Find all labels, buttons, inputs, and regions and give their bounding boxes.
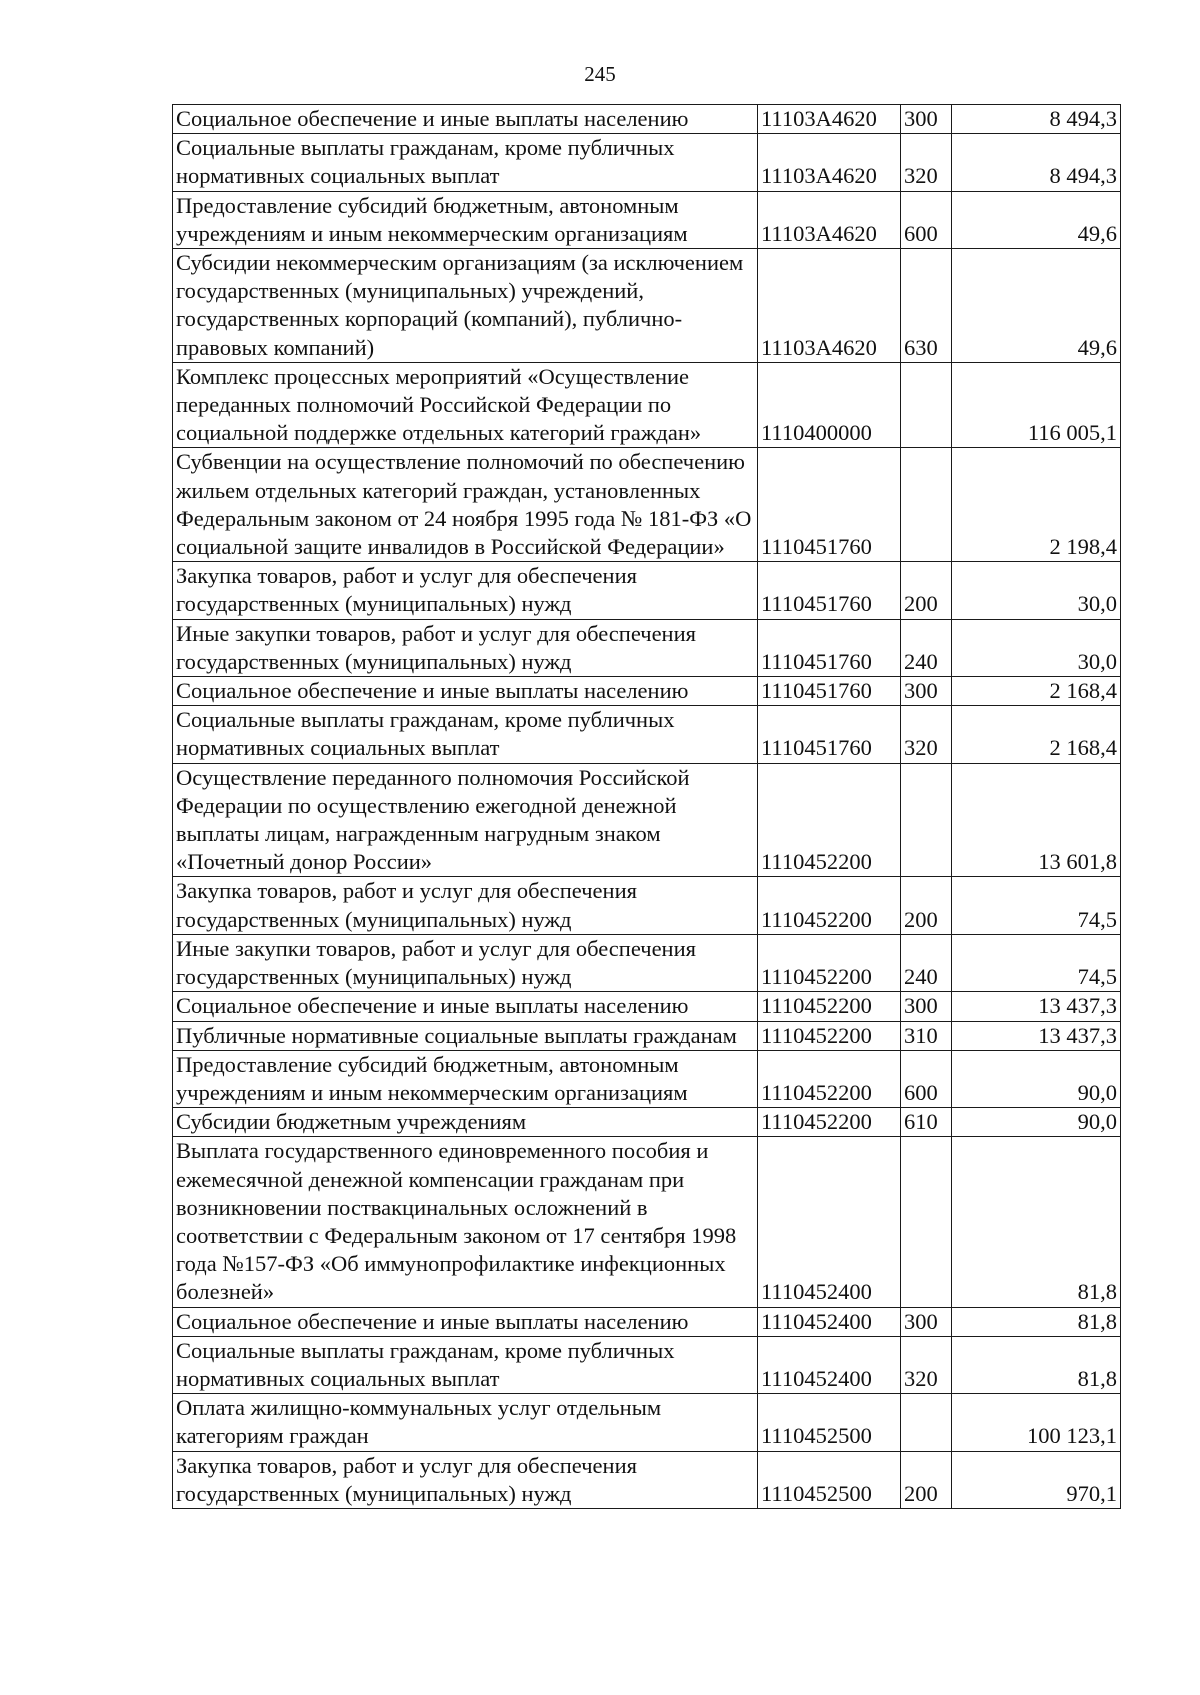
row-name-cell: Закупка товаров, работ и услуг для обеспечения государственных (муниципальных) нужд <box>173 877 758 934</box>
row-code-cell: 1110452200 <box>758 1021 901 1050</box>
row-amount-cell: 970,1 <box>952 1451 1121 1508</box>
row-amount-cell: 13 437,3 <box>952 992 1121 1021</box>
row-name-cell: Субсидии некоммерческим организациям (за исключением государственных (муниципальных) учреждений, государственных корпораций (компаний), публично-правовых компаний) <box>173 249 758 363</box>
row-code-cell: 1110451760 <box>758 619 901 676</box>
row-amount-cell: 116 005,1 <box>952 362 1121 448</box>
row-expense-type-cell: 630 <box>901 249 952 363</box>
table-row <box>173 1137 1121 1307</box>
row-name-cell: Социальные выплаты гражданам, кроме публичных нормативных социальных выплат <box>173 1336 758 1393</box>
row-amount-cell: 81,8 <box>952 1307 1121 1336</box>
table-row <box>173 1021 1121 1050</box>
row-expense-type-cell: 320 <box>901 1336 952 1393</box>
row-code-cell: 1110451760 <box>758 562 901 619</box>
row-expense-type-cell <box>901 1137 952 1307</box>
row-code-cell: 1110452200 <box>758 1108 901 1137</box>
row-amount-cell: 30,0 <box>952 562 1121 619</box>
row-expense-type-cell: 320 <box>901 134 952 191</box>
row-amount-cell: 13 601,8 <box>952 763 1121 877</box>
row-expense-type-cell: 200 <box>901 562 952 619</box>
row-code-cell: 1110452200 <box>758 992 901 1021</box>
row-amount-cell: 81,8 <box>952 1336 1121 1393</box>
row-name-cell: Закупка товаров, работ и услуг для обеспечения государственных (муниципальных) нужд <box>173 562 758 619</box>
row-name-cell: Социальное обеспечение и иные выплаты населению <box>173 677 758 706</box>
row-name-cell: Предоставление субсидий бюджетным, автономным учреждениям и иным некоммерческим организациям <box>173 1050 758 1107</box>
table-row <box>173 562 1121 619</box>
row-name-cell: Публичные нормативные социальные выплаты гражданам <box>173 1021 758 1050</box>
row-expense-type-cell: 300 <box>901 677 952 706</box>
row-expense-type-cell: 300 <box>901 992 952 1021</box>
table-row <box>173 1451 1121 1508</box>
row-code-cell: 1110452400 <box>758 1336 901 1393</box>
row-code-cell: 1110452200 <box>758 934 901 991</box>
table-row <box>173 934 1121 991</box>
row-name-cell: Субсидии бюджетным учреждениям <box>173 1108 758 1137</box>
row-expense-type-cell: 310 <box>901 1021 952 1050</box>
row-amount-cell: 90,0 <box>952 1108 1121 1137</box>
row-code-cell: 1110452200 <box>758 1050 901 1107</box>
row-amount-cell: 100 123,1 <box>952 1394 1121 1451</box>
table-row <box>173 1307 1121 1336</box>
row-amount-cell: 49,6 <box>952 191 1121 248</box>
budget-table-body <box>173 105 1121 1509</box>
budget-table <box>172 104 1121 1509</box>
row-name-cell: Закупка товаров, работ и услуг для обеспечения государственных (муниципальных) нужд <box>173 1451 758 1508</box>
row-code-cell: 11103А4620 <box>758 105 901 134</box>
row-amount-cell: 30,0 <box>952 619 1121 676</box>
row-name-cell: Иные закупки товаров, работ и услуг для обеспечения государственных (муниципальных) нужд <box>173 934 758 991</box>
table-row <box>173 134 1121 191</box>
row-code-cell: 1110452500 <box>758 1394 901 1451</box>
row-expense-type-cell <box>901 448 952 562</box>
table-row <box>173 706 1121 763</box>
table-row <box>173 249 1121 363</box>
row-name-cell: Выплата государственного единовременного пособия и ежемесячной денежной компенсации гражданам при возникновении поствакцинальных осложнений в соответствии с Федеральным законом от 17 сентября 1998 года №157-ФЗ «Об иммунопрофилактике инфекционных болезней» <box>173 1137 758 1307</box>
row-code-cell: 1110452500 <box>758 1451 901 1508</box>
row-expense-type-cell <box>901 763 952 877</box>
row-expense-type-cell: 600 <box>901 1050 952 1107</box>
table-row <box>173 191 1121 248</box>
row-amount-cell: 49,6 <box>952 249 1121 363</box>
table-row <box>173 619 1121 676</box>
table-row <box>173 448 1121 562</box>
row-amount-cell: 13 437,3 <box>952 1021 1121 1050</box>
row-code-cell: 11103А4620 <box>758 191 901 248</box>
row-amount-cell: 2 168,4 <box>952 677 1121 706</box>
row-name-cell: Комплекс процессных мероприятий «Осуществление переданных полномочий Российской Федерации по социальной поддержке отдельных категорий граждан» <box>173 362 758 448</box>
table-row <box>173 1108 1121 1137</box>
row-name-cell: Социальные выплаты гражданам, кроме публичных нормативных социальных выплат <box>173 134 758 191</box>
row-name-cell: Социальное обеспечение и иные выплаты населению <box>173 105 758 134</box>
table-row <box>173 992 1121 1021</box>
row-name-cell: Социальное обеспечение и иные выплаты населению <box>173 992 758 1021</box>
row-amount-cell: 81,8 <box>952 1137 1121 1307</box>
row-amount-cell: 74,5 <box>952 877 1121 934</box>
row-expense-type-cell <box>901 1394 952 1451</box>
row-code-cell: 1110400000 <box>758 362 901 448</box>
row-code-cell: 11103А4620 <box>758 134 901 191</box>
row-amount-cell: 8 494,3 <box>952 134 1121 191</box>
row-code-cell: 1110452400 <box>758 1307 901 1336</box>
row-expense-type-cell: 240 <box>901 934 952 991</box>
table-row <box>173 877 1121 934</box>
table-row <box>173 1336 1121 1393</box>
table-row <box>173 105 1121 134</box>
row-code-cell: 1110452400 <box>758 1137 901 1307</box>
row-name-cell: Социальные выплаты гражданам, кроме публичных нормативных социальных выплат <box>173 706 758 763</box>
table-row <box>173 1050 1121 1107</box>
row-expense-type-cell <box>901 362 952 448</box>
table-row <box>173 677 1121 706</box>
row-amount-cell: 90,0 <box>952 1050 1121 1107</box>
table-row <box>173 763 1121 877</box>
row-name-cell: Предоставление субсидий бюджетным, автономным учреждениям и иным некоммерческим организациям <box>173 191 758 248</box>
row-name-cell: Иные закупки товаров, работ и услуг для обеспечения государственных (муниципальных) нужд <box>173 619 758 676</box>
row-code-cell: 1110452200 <box>758 877 901 934</box>
table-row <box>173 1394 1121 1451</box>
row-expense-type-cell: 300 <box>901 105 952 134</box>
row-amount-cell: 74,5 <box>952 934 1121 991</box>
row-expense-type-cell: 320 <box>901 706 952 763</box>
row-expense-type-cell: 200 <box>901 877 952 934</box>
row-expense-type-cell: 600 <box>901 191 952 248</box>
row-amount-cell: 8 494,3 <box>952 105 1121 134</box>
page-number: 245 <box>584 62 616 86</box>
row-code-cell: 1110451760 <box>758 448 901 562</box>
row-code-cell: 1110451760 <box>758 677 901 706</box>
row-expense-type-cell: 200 <box>901 1451 952 1508</box>
row-expense-type-cell: 300 <box>901 1307 952 1336</box>
row-name-cell: Осуществление переданного полномочия Российской Федерации по осуществлению ежегодной денежной выплаты лицам, награжденным нагрудным знаком «Почетный донор России» <box>173 763 758 877</box>
row-amount-cell: 2 168,4 <box>952 706 1121 763</box>
table-row <box>173 362 1121 448</box>
row-amount-cell: 2 198,4 <box>952 448 1121 562</box>
row-name-cell: Субвенции на осуществление полномочий по обеспечению жильем отдельных категорий граждан, установленных Федеральным законом от 24 ноября 1995 года № 181-ФЗ «О социальной защите инвалидов в Российской Федерации» <box>173 448 758 562</box>
row-expense-type-cell: 610 <box>901 1108 952 1137</box>
row-name-cell: Социальное обеспечение и иные выплаты населению <box>173 1307 758 1336</box>
row-expense-type-cell: 240 <box>901 619 952 676</box>
row-code-cell: 1110451760 <box>758 706 901 763</box>
row-code-cell: 11103А4620 <box>758 249 901 363</box>
row-name-cell: Оплата жилищно-коммунальных услуг отдельным категориям граждан <box>173 1394 758 1451</box>
row-code-cell: 1110452200 <box>758 763 901 877</box>
